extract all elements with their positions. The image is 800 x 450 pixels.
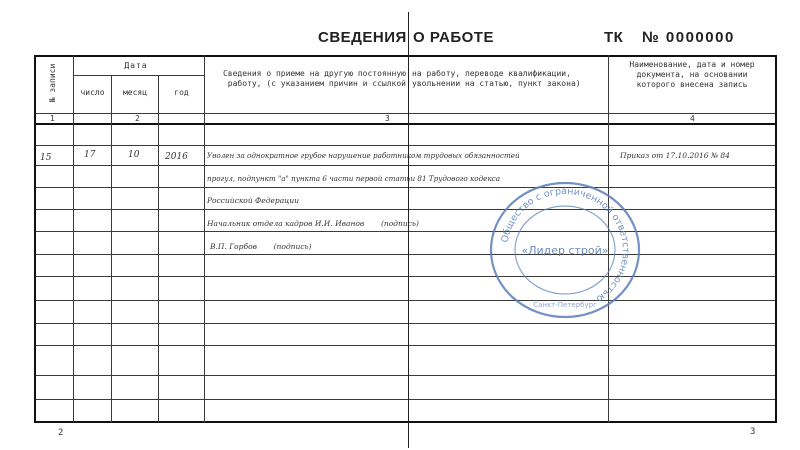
entry-month: 10 bbox=[128, 150, 140, 160]
col-number-2: 2 bbox=[135, 114, 140, 123]
col-number-3: 3 bbox=[385, 114, 390, 123]
title-right: О РАБОТЕ bbox=[413, 29, 494, 46]
entry-record-no: 15 bbox=[40, 153, 52, 163]
info-header-left: Сведения о приеме на другую постоянную работу, (с указанием причин и ссылкой bbox=[222, 69, 406, 88]
info-header-right: на работу, переводе квалификации, увольнении на статью, пункт закона) bbox=[412, 69, 581, 88]
month-header: месяц bbox=[122, 88, 148, 97]
date-header: Дата bbox=[124, 61, 148, 70]
company-seal bbox=[488, 180, 642, 320]
seal-center-text: «Лидер строй» bbox=[521, 244, 609, 257]
entry-line-4: Начальник отдела кадров И.И. Иванов (подпись) bbox=[207, 219, 419, 228]
document-number: № 0000000 bbox=[642, 29, 735, 46]
series-label: ТК bbox=[604, 29, 624, 46]
day-header: число bbox=[80, 88, 105, 97]
col-number-4: 4 bbox=[690, 114, 695, 123]
col-number-1: 1 bbox=[50, 114, 55, 123]
page-number-left: 2 bbox=[58, 428, 64, 438]
entry-line-5: В.П. Горбов (подпись) bbox=[210, 242, 312, 251]
entry-year: 2016 bbox=[165, 152, 188, 162]
page-number-right: 3 bbox=[750, 427, 756, 437]
document-header: Наименование, дата и номер документа, на основании которого внесена запись bbox=[629, 60, 755, 89]
entry-day: 17 bbox=[84, 150, 96, 160]
title-left: СВЕДЕНИЯ bbox=[318, 29, 407, 46]
seal-ring-text: Общество с ограниченной ответственностью bbox=[499, 185, 632, 305]
year-header: год bbox=[174, 88, 189, 97]
seal-city-text: Санкт-Петербург bbox=[533, 301, 597, 309]
entry-line-1: Уволен за однократное грубое нарушение работником трудовых обязанностей bbox=[207, 151, 520, 160]
entry-line-3: Российской Федерации bbox=[207, 196, 300, 205]
record-no-header: № записи bbox=[48, 63, 57, 103]
entry-line-2: прогул, подпункт "а" пункта 6 части первой статьи 81 Трудового кодекса bbox=[207, 174, 501, 183]
entry-document: Приказ от 17.10.2016 № 84 bbox=[620, 151, 730, 160]
